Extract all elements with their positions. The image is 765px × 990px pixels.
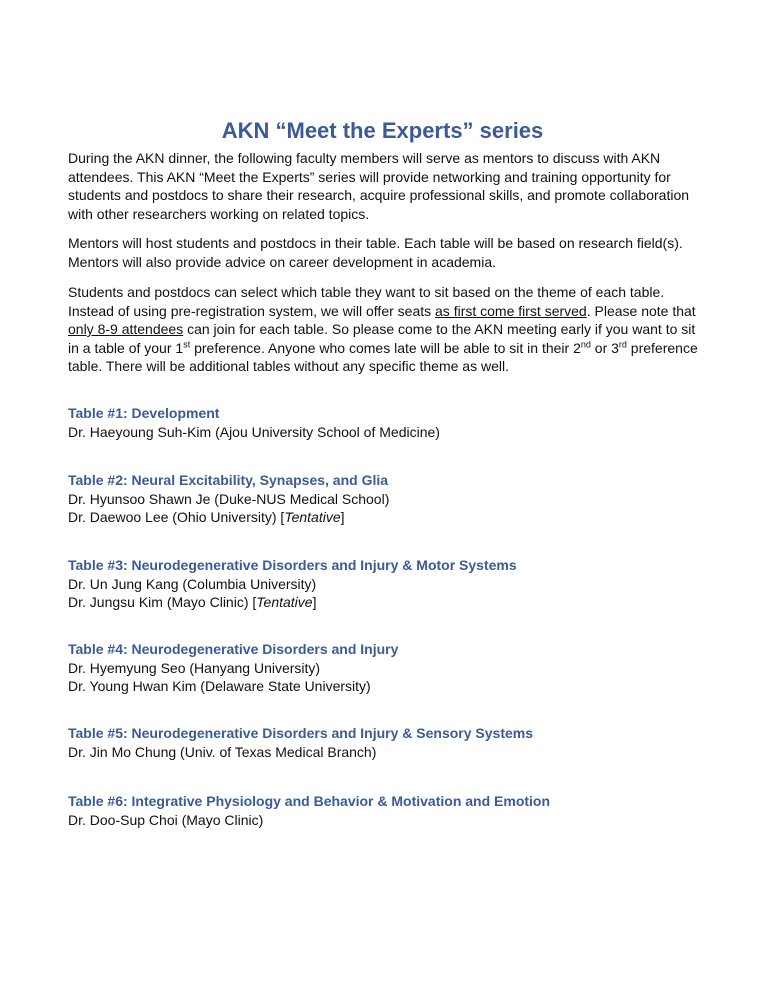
intro-paragraph-3 — [68, 283, 708, 376]
p3-text-f: preference. Anyone who comes late will be able to sit in their 2 — [190, 339, 581, 356]
table-6-mentor-1: Dr. Doo-Sup Choi (Mayo Clinic) — [68, 811, 264, 828]
table-3-mentor-1: Dr. Un Jung Kang (Columbia University) — [68, 575, 317, 592]
ordinal-st: st — [183, 338, 191, 349]
intro-paragraph-2: Mentors will host students and postdocs in their table. Each table will be based on research field(s). Mentors will also provide advice on career development in academia. — [68, 235, 683, 270]
table-5-mentor-1: Dr. Jin Mo Chung (Univ. of Texas Medical Branch) — [68, 743, 377, 760]
table-3-mentor-2 — [68, 593, 728, 612]
p3-text-c: . Please note that — [586, 302, 696, 319]
p3-text-h: preference table. There will be additional tables without any specific theme as well. — [68, 339, 698, 374]
table-4-mentor-2: Dr. Young Hwan Kim (Delaware State University) — [68, 678, 371, 694]
table-1-mentor-1: Dr. Haeyoung Suh-Kim (Ajou University School of Medicine) — [68, 423, 440, 440]
table-2-heading: Table #2: Neural Excitability, Synapses, and Glia — [68, 472, 389, 488]
tentative-label: Tentative — [256, 594, 313, 610]
tentative-close: ] — [312, 594, 317, 610]
table-2-mentor-1: Dr. Hyunsoo Shawn Je (Duke-NUS Medical School) — [68, 490, 390, 507]
ordinal-nd: nd — [580, 338, 591, 349]
tentative-close: ] — [340, 509, 345, 525]
table-3-mentor-2-name: Dr. Jungsu Kim (Mayo Clinic) [ — [68, 594, 257, 610]
table-6-heading: Table #6: Integrative Physiology and Behavior & Motivation and Emotion — [68, 793, 551, 809]
table-2-mentor-2 — [68, 508, 728, 527]
table-5-heading: Table #5: Neurodegenerative Disorders and Injury & Sensory Systems — [68, 725, 534, 741]
table-6-section — [68, 792, 728, 829]
attendee-limit-text: only 8-9 attendees — [68, 321, 184, 337]
p3-text-e: can join for each table. So please come to the AKN meeting early if you want to sit in a table of your 1 — [68, 321, 696, 356]
intro-paragraph-1: During the AKN dinner, the following faculty members will serve as mentors to discuss with AKN attendees. This AKN “Meet the Experts” series will provide networking and training opportunity for students and postdocs to share their research, acquire professional skills, and promote collaboration with other researchers working on related topics. — [68, 150, 690, 222]
table-2-section — [68, 471, 728, 527]
table-1-heading: Table #1: Development — [68, 405, 220, 421]
table-3-section — [68, 556, 728, 612]
p3-text-g: or 3 — [590, 339, 619, 356]
tentative-label: Tentative — [284, 509, 341, 525]
page-title: AKN “Meet the Experts” series — [221, 118, 544, 143]
ordinal-rd: rd — [618, 338, 627, 349]
table-4-mentor-1: Dr. Hyemyung Seo (Hanyang University) — [68, 659, 321, 676]
table-3-heading: Table #3: Neurodegenerative Disorders and Injury & Motor Systems — [68, 557, 517, 573]
table-1-section — [68, 404, 728, 441]
table-2-mentor-2-name: Dr. Daewoo Lee (Ohio University) [ — [68, 509, 285, 525]
table-5-section — [68, 724, 728, 761]
p3-text-a: Students and postdocs can select which table they want to sit based on the theme of each table. Instead of using pre-registration system, we will offer seats — [68, 284, 665, 319]
table-4-heading: Table #4: Neurodegenerative Disorders and Injury — [68, 641, 399, 657]
first-come-first-served-text: as first come first served — [435, 302, 587, 319]
table-4-section — [68, 640, 728, 696]
